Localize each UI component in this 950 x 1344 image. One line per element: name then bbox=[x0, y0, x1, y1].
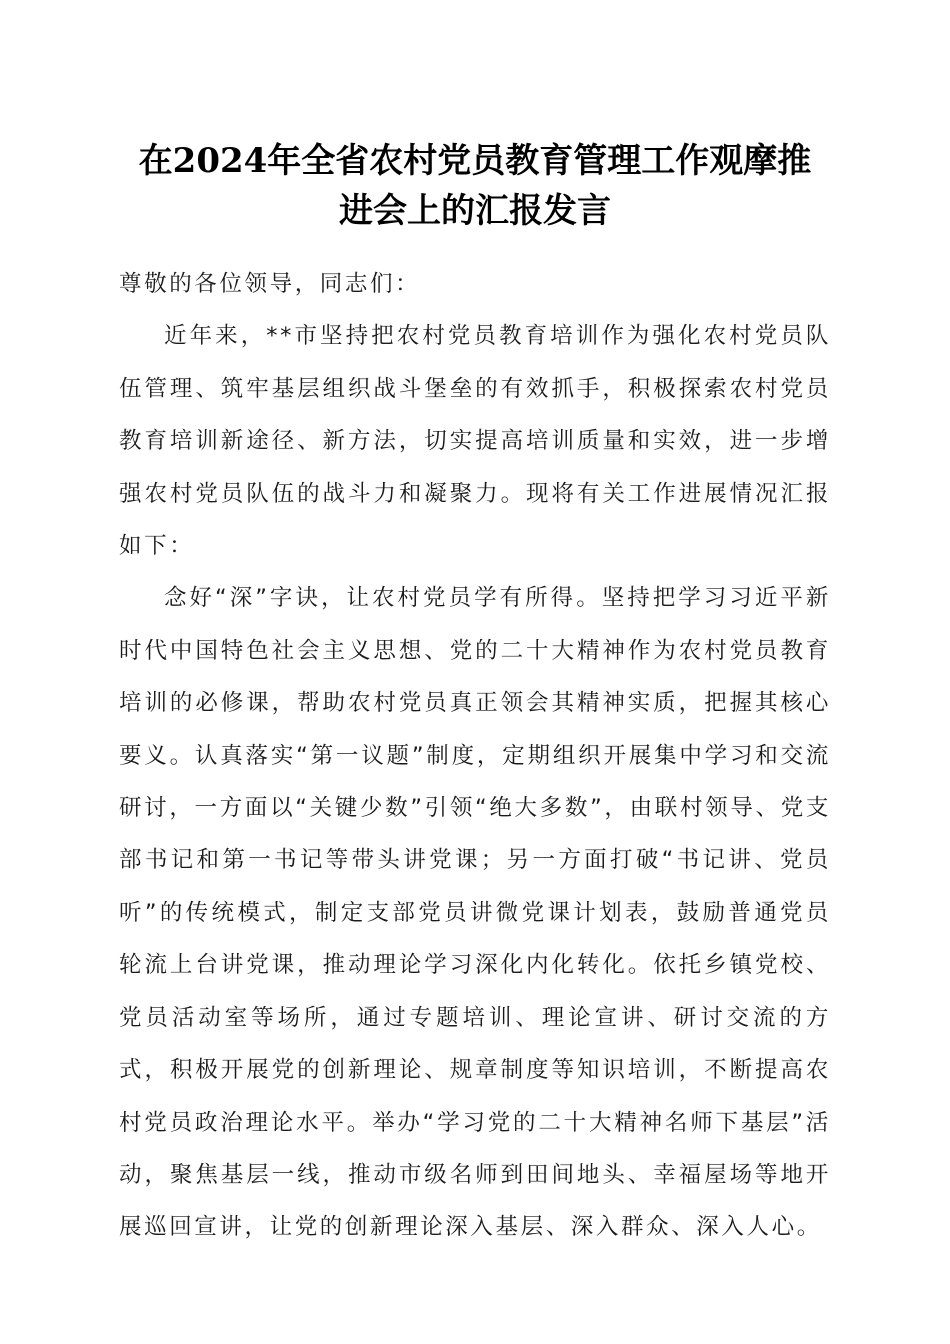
paragraph-intro: 近年来，**市坚持把农村党员教育培训作为强化农村党员队伍管理、筑牢基层组织战斗堡垒的有效抓手，积极探索农村党员教育培训新途径、新方法，切实提高培训质量和实效，进一步增强农村党员队伍的战斗力和凝聚力。现将有关工作进展情况汇报如下： bbox=[119, 323, 831, 560]
document-title bbox=[100, 136, 850, 236]
title-line-1: 在2024年全省农村党员教育管理工作观摩推 bbox=[138, 141, 812, 181]
salutation: 尊敬的各位领导，同志们： bbox=[119, 271, 421, 297]
title-line-2: 进会上的汇报发言 bbox=[339, 191, 611, 231]
document-body bbox=[119, 258, 831, 1254]
paragraph-section-1: 念好“深”字诀，让农村党员学有所得。坚持把学习习近平新时代中国特色社会主义思想、党的二十大精神作为农村党员教育培训的必修课，帮助农村党员真正领会其精神实质，把握其核心要义。认真落实“第一议题”制度，定期组织开展集中学习和交流研讨，一方面以“关键少数”引领“绝大多数”，由联村领导、党支部书记和第一书记等带头讲党课；另一方面打破“书记讲、党员听”的传统模式，制定支部党员讲微党课计划表，鼓励普通党员轮流上台讲党课，推动理论学习深化内化转化。依托乡镇党校、党员活动室等场所，通过专题培训、理论宣讲、研讨交流的方式，积极开展党的创新理论、规章制度等知识培训，不断提高农村党员政治理论水平。举办“学习党的二十大精神名师下基层”活动，聚焦基层一线，推动市级名师到田间地头、幸福屋场等地开展巡回宣讲，让党的创新理论深入基层、深入群众、深入人心。 bbox=[119, 585, 831, 1241]
